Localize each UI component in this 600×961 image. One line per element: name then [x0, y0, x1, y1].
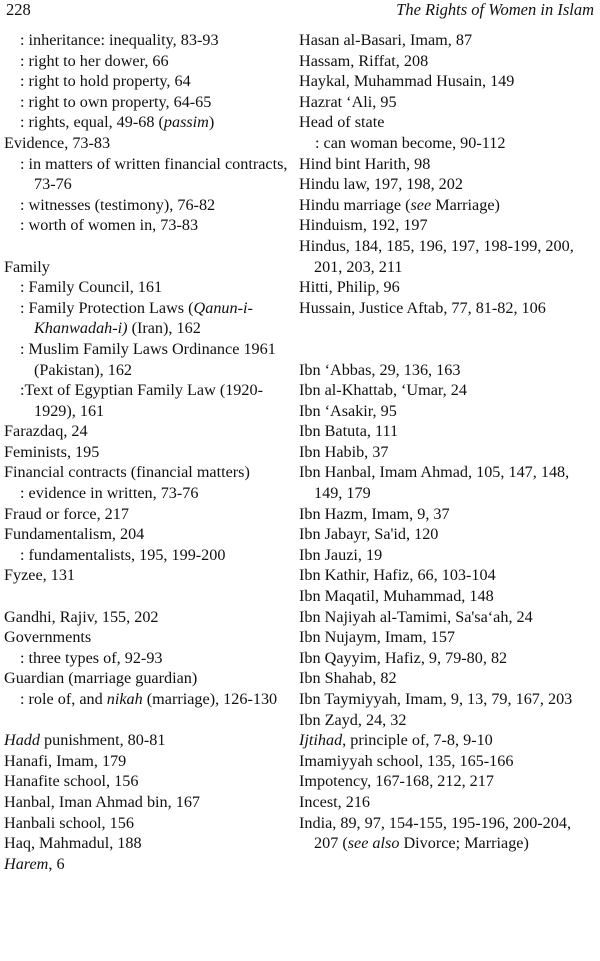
index-entry	[4, 771, 292, 792]
index-entry	[299, 442, 598, 463]
index-entry	[4, 421, 292, 442]
index-entry	[299, 751, 598, 772]
entry-text: Ibn Kathir, Hafiz, 66, 103-104	[299, 566, 496, 585]
index-subentry	[4, 483, 292, 504]
entry-text: Ijtihad	[299, 731, 343, 750]
entry-text: Marriage)	[431, 195, 500, 214]
index-entry	[299, 689, 598, 710]
index-subentry	[4, 92, 292, 113]
entry-text: Hindu marriage (	[299, 195, 411, 214]
index-entry	[299, 380, 598, 401]
index-entry	[4, 833, 292, 854]
entry-text: Ibn al-Khattab, ‘Umar, 24	[299, 381, 467, 400]
index-subentry	[4, 71, 292, 92]
entry-text: Hanafi, Imam, 179	[4, 751, 127, 770]
index-entry	[4, 668, 292, 689]
entry-text: : Family Council, 161	[20, 278, 163, 297]
index-subentry	[4, 277, 292, 298]
entry-text: : evidence in written, 73-76	[20, 484, 199, 503]
entry-text: Governments	[4, 628, 92, 647]
index-entry	[4, 133, 292, 154]
entry-text: see	[410, 195, 432, 214]
running-title: The Rights of Women in Islam	[396, 0, 594, 19]
entry-text: Hussain, Justice Aftab, 77, 81-82, 106	[299, 298, 546, 317]
index-entry	[299, 71, 598, 92]
index-entry	[299, 30, 598, 51]
entry-text: Financial contracts (financial matters)	[4, 463, 250, 482]
index-entry	[4, 257, 292, 278]
entry-text: Ibn Shahab, 82	[299, 669, 397, 688]
index-entry	[299, 524, 598, 545]
entry-text: (marriage), 126-130	[142, 690, 278, 708]
index-entry	[299, 710, 598, 731]
index-entry	[299, 154, 598, 175]
index-entry	[299, 545, 598, 566]
entry-text: Ibn Nujaym, Imam, 157	[299, 628, 456, 647]
entry-text: Ibn Maqatil, Muhammad, 148	[299, 587, 494, 606]
index-entry	[299, 277, 598, 298]
entry-text: : worth of women in, 73-83	[20, 216, 199, 235]
index-entry	[4, 792, 292, 813]
index-entry	[4, 854, 292, 875]
entry-text: passim	[163, 113, 209, 132]
index-column-right	[299, 30, 598, 854]
index-entry	[4, 504, 292, 525]
index-entry	[299, 648, 598, 669]
entry-text: Divorce; Marriage)	[399, 834, 529, 853]
entry-text: : three types of, 92-93	[20, 648, 163, 667]
index-subentry	[4, 545, 292, 566]
entry-text: Hadd	[4, 731, 40, 750]
index-entry	[299, 236, 598, 277]
entry-text: Ibn Zayd, 24, 32	[299, 710, 407, 729]
index-entry	[299, 195, 598, 216]
index-subentry	[4, 51, 292, 72]
entry-text: Hassam, Riffat, 208	[299, 51, 429, 70]
index-entry	[299, 565, 598, 586]
index-entry	[4, 607, 292, 628]
entry-text: Ibn ‘Asakir, 95	[299, 401, 397, 420]
entry-text: Hinduism, 192, 197	[299, 216, 428, 235]
index-subentry	[4, 154, 292, 195]
entry-text: see also	[347, 834, 400, 853]
entry-text: Hindu law, 197, 198, 202	[299, 175, 463, 194]
entry-text: Haq, Mahmadul, 188	[4, 834, 142, 853]
entry-text: India, 89, 97, 154-155, 195-196, 200-204, 207 (	[299, 813, 572, 853]
index-spacer	[4, 710, 292, 731]
entry-text: : right to own property, 64-65	[20, 92, 212, 111]
index-entry	[299, 92, 598, 113]
index-entry	[4, 627, 292, 648]
page-number: 228	[6, 0, 31, 19]
entry-text: )	[208, 113, 215, 132]
index-subentry	[299, 133, 598, 154]
entry-text: Fyzee, 131	[4, 566, 76, 585]
entry-text: Imamiyyah school, 135, 165-166	[299, 751, 514, 770]
index-entry	[299, 215, 598, 236]
index-entry	[299, 607, 598, 628]
index-spacer	[299, 318, 598, 339]
index-entry	[4, 442, 292, 463]
entry-text: Ibn Batuta, 111	[299, 422, 399, 441]
index-entry	[299, 401, 598, 422]
entry-text: : fundamentalists, 195, 199-200	[20, 545, 226, 564]
entry-text: : role of, and	[20, 690, 107, 708]
index-entry	[299, 51, 598, 72]
entry-text: (Iran), 162	[127, 319, 201, 338]
index-subentry	[4, 339, 292, 380]
entry-text: Hanbali school, 156	[4, 813, 134, 832]
entry-text: Ibn Jabayr, Sa'id, 120	[299, 525, 439, 544]
entry-text: Harem	[4, 854, 49, 873]
index-entry	[299, 586, 598, 607]
index-entry	[4, 751, 292, 772]
index-entry	[4, 813, 292, 834]
entry-text: punishment, 80-81	[39, 731, 166, 750]
entry-text: nikah	[106, 690, 143, 708]
index-spacer	[299, 339, 598, 360]
entry-text: , principle of, 7-8, 9-10	[342, 731, 493, 750]
entry-text: Head of state	[299, 113, 385, 132]
index-subentry	[4, 689, 292, 710]
entry-text: , 6	[48, 854, 65, 873]
entry-text: Ibn Taymiyyah, Imam, 9, 13, 79, 167, 203	[299, 690, 573, 708]
entry-text: :Text of Egyptian Family Law (1920-1929), 161	[20, 381, 263, 420]
entry-text: : inheritance: inequality, 83-93	[20, 31, 219, 49]
index-subentry	[4, 112, 292, 133]
entry-text: : right to her dower, 66	[20, 51, 169, 70]
index-spacer	[4, 236, 292, 257]
index-subentry	[4, 215, 292, 236]
index-entry	[299, 112, 598, 133]
entry-text: : rights, equal, 49-68 (	[20, 113, 164, 132]
index-entry	[4, 730, 292, 751]
entry-text: : Muslim Family Laws Ordinance 1961 (Pakistan), 162	[20, 339, 276, 379]
index-entry	[299, 360, 598, 381]
entry-text: : in matters of written financial contracts, 73-76	[20, 154, 288, 194]
entry-text: : can woman become, 90-112	[315, 133, 506, 152]
index-entry	[299, 462, 598, 503]
index-entry	[299, 730, 598, 751]
index-entry	[4, 565, 292, 586]
entry-text: Fundamentalism, 204	[4, 525, 145, 544]
entry-text: Haykal, Muhammad Husain, 149	[299, 72, 515, 91]
index-subentry	[4, 298, 292, 339]
index-spacer	[4, 586, 292, 607]
index-entry	[299, 668, 598, 689]
entry-text: Fraud or force, 217	[4, 504, 129, 523]
index-entry	[299, 504, 598, 525]
entry-text: Hasan al-Basari, Imam, 87	[299, 31, 473, 49]
entry-text: Hitti, Philip, 96	[299, 278, 400, 297]
entry-text: Gandhi, Rajiv, 155, 202	[4, 607, 159, 626]
entry-text: Incest, 216	[299, 792, 371, 811]
entry-text: : right to hold property, 64	[20, 72, 191, 91]
entry-text: Family	[4, 257, 50, 276]
entry-text: Hazrat ‘Ali, 95	[299, 92, 397, 111]
entry-text: Farazdaq, 24	[4, 422, 88, 441]
index-entry	[299, 627, 598, 648]
index-subentry	[4, 195, 292, 216]
entry-text: Ibn ‘Abbas, 29, 136, 163	[299, 360, 461, 379]
entry-text: Ibn Hazm, Imam, 9, 37	[299, 504, 450, 523]
entry-text: Impotency, 167-168, 212, 217	[299, 772, 494, 791]
page-header	[6, 0, 594, 22]
entry-text: Qanun-i-Khanwadah-i)	[34, 298, 253, 338]
entry-text: Feminists, 195	[4, 442, 100, 461]
index-entry	[299, 771, 598, 792]
index-entry	[4, 524, 292, 545]
index-subentry	[4, 648, 292, 669]
index-entry	[299, 813, 598, 854]
index-entry	[299, 792, 598, 813]
index-entry	[299, 174, 598, 195]
entry-text: Ibn Jauzi, 19	[299, 545, 383, 564]
entry-text: Hind bint Harith, 98	[299, 154, 431, 173]
entry-text: Evidence, 73-83	[4, 133, 111, 152]
index-column-left	[4, 30, 292, 874]
index-entry	[299, 298, 598, 319]
entry-text: Hindus, 184, 185, 196, 197, 198-199, 200, 201, 203, 211	[299, 236, 574, 276]
entry-text: Hanbal, Iman Ahmad bin, 167	[4, 792, 201, 811]
entry-text: Hanafite school, 156	[4, 772, 139, 791]
entry-text: : Family Protection Laws (	[20, 298, 194, 317]
entry-text: Ibn Qayyim, Hafiz, 9, 79-80, 82	[299, 648, 508, 667]
entry-text: : witnesses (testimony), 76-82	[20, 195, 216, 214]
entry-text: Ibn Najiyah al-Tamimi, Sa'sa‘ah, 24	[299, 607, 533, 626]
entry-text: Guardian (marriage guardian)	[4, 669, 198, 688]
index-subentry	[4, 380, 292, 421]
index-entry	[299, 421, 598, 442]
index-entry	[4, 462, 292, 483]
index-subentry	[4, 30, 292, 51]
entry-text: Ibn Hanbal, Imam Ahmad, 105, 147, 148, 149, 179	[299, 463, 570, 503]
entry-text: Ibn Habib, 37	[299, 442, 389, 461]
